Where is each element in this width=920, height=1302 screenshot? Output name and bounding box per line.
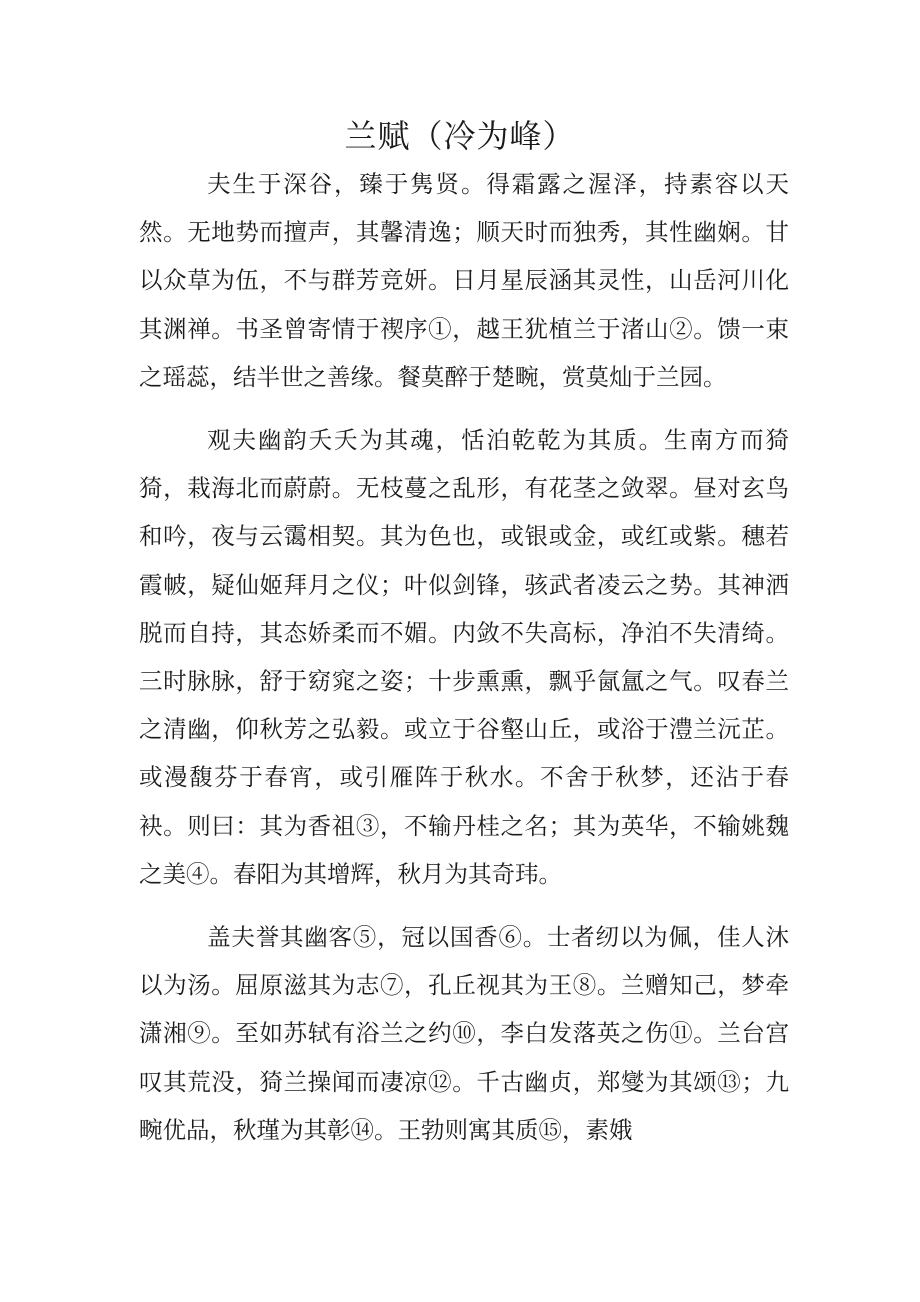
paragraph-1: 夫生于深谷，臻于隽贤。得霜露之渥泽，持素容以天然。无地势而擅声，其馨清逸；顺天时而独秀，其性幽娴。甘以众草为伍，不与群芳竞妍。日月星辰涵其灵性，山岳河川化其渊禅。书圣曾寄情于禊序①，越王犹植兰于渚山②。馈一束之瑶蕊，结半世之善缘。餐莫醉于楚畹，赏莫灿于兰园。: [139, 170, 789, 391]
page-title: 兰赋（冷为峰）: [344, 117, 576, 155]
paragraph-3: 盖夫誉其幽客⑤，冠以国香⑥。士者纫以为佩，佳人沐以为汤。屈原滋其为志⑦，孔丘视其为王⑧。兰赠知己，梦牵潇湘⑨。至如苏轼有浴兰之约⑩，李白发落英之伤⑪。兰台宫叹其荒没，猗兰操闻而凄凉⑫。千古幽贞，郑燮为其颂⑬；九畹优品，秋瑾为其彰⑭。王勃则寓其质⑮，素娥: [139, 923, 789, 1144]
paragraph-2: 观夫幽韵夭夭为其魂，恬泊乾乾为其质。生南方而猗猗，栽海北而蔚蔚。无枝蔓之乱形，有花茎之敛翠。昼对玄鸟和吟，夜与云霭相契。其为色也，或银或金，或红或紫。穗若霞帔，疑仙姬拜月之仪；叶似剑锋，骇武者凌云之势。其神洒脱而自持，其态娇柔而不媚。内敛不失高标，净泊不失清绮。三时脉脉，舒于窈窕之姿；十步熏熏，飘乎氤氲之气。叹春兰之清幽，仰秋芳之弘毅。或立于谷壑山丘，或浴于澧兰沅芷。或漫馥芬于春宵，或引雁阵于秋水。不舍于秋梦，还沾于春袂。则曰：其为香祖③，不输丹桂之名；其为英华，不输姚魏之美④。春阳为其增辉，秋月为其奇玮。: [139, 426, 789, 888]
document-body: [139, 160, 789, 1169]
